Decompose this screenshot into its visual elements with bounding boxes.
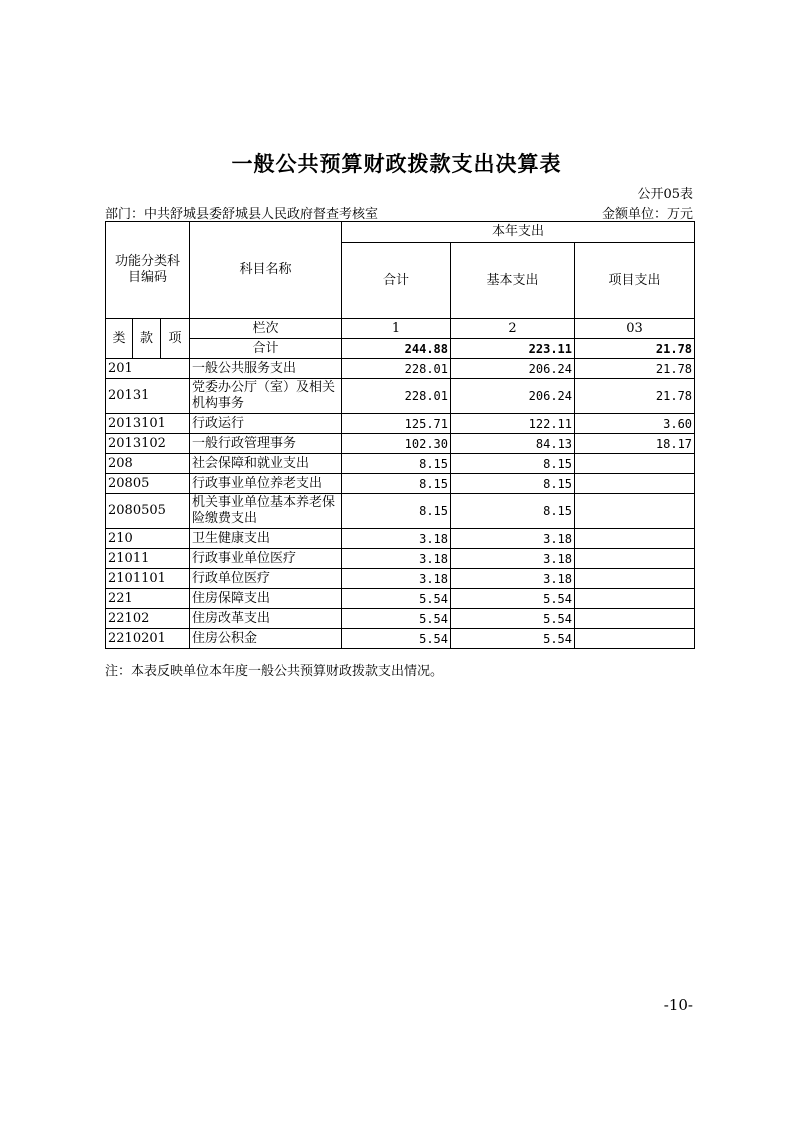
- row-subject-name: 住房改革支出: [190, 609, 342, 629]
- table-row: [106, 494, 695, 529]
- table-row: [106, 569, 695, 589]
- header-basic: 基本支出: [451, 243, 575, 319]
- row-basic: 3.18: [451, 549, 575, 569]
- row-total: 8.15: [342, 454, 451, 474]
- row-basic: 3.18: [451, 569, 575, 589]
- department-label: 部门：中共舒城县委舒城县人民政府督查考核室: [105, 207, 379, 222]
- row-total: 8.15: [342, 474, 451, 494]
- row-project: [575, 609, 695, 629]
- row-subject-name: 卫生健康支出: [190, 529, 342, 549]
- row-code: 221: [106, 589, 190, 609]
- row-total: 8.15: [342, 494, 451, 529]
- row-subject-name: 住房公积金: [190, 629, 342, 649]
- row-code: 210: [106, 529, 190, 549]
- row-subject-name: 一般行政管理事务: [190, 434, 342, 454]
- row-total: 3.18: [342, 549, 451, 569]
- row-project: [575, 549, 695, 569]
- table-row: [106, 414, 695, 434]
- header-project: 项目支出: [575, 243, 695, 319]
- table-row: [106, 589, 695, 609]
- form-number: 公开05表: [637, 187, 693, 202]
- row-code: 208: [106, 454, 190, 474]
- row-project: [575, 474, 695, 494]
- table-row: [106, 379, 695, 414]
- table-row: [106, 629, 695, 649]
- row-basic: 3.18: [451, 529, 575, 549]
- row-total: 102.30: [342, 434, 451, 454]
- total-row-total: 244.88: [342, 339, 451, 359]
- row-total: 228.01: [342, 379, 451, 414]
- row-code: 22102: [106, 609, 190, 629]
- header-total: 合计: [342, 243, 451, 319]
- row-subject-name: 行政单位医疗: [190, 569, 342, 589]
- row-project: [575, 629, 695, 649]
- table-row: [106, 474, 695, 494]
- row-code: 2013102: [106, 434, 190, 454]
- table-row: [106, 359, 695, 379]
- row-basic: 8.15: [451, 494, 575, 529]
- amount-unit-label: 金额单位：万元: [601, 207, 693, 222]
- row-total: 3.18: [342, 569, 451, 589]
- header-subject-name: 科目名称: [190, 222, 342, 319]
- header-col1: 1: [342, 319, 451, 339]
- row-total: 5.54: [342, 609, 451, 629]
- row-total: 3.18: [342, 529, 451, 549]
- row-code: 2080505: [106, 494, 190, 529]
- row-subject-name: 行政运行: [190, 414, 342, 434]
- row-code: 21011: [106, 549, 190, 569]
- page-number: -10-: [663, 996, 693, 1014]
- row-basic: 8.15: [451, 454, 575, 474]
- row-subject-name: 行政事业单位养老支出: [190, 474, 342, 494]
- row-project: 21.78: [575, 359, 695, 379]
- total-row-label: 合计: [190, 339, 342, 359]
- row-basic: 8.15: [451, 474, 575, 494]
- table-row: [106, 609, 695, 629]
- expenditure-table: [105, 221, 695, 649]
- row-project: 18.17: [575, 434, 695, 454]
- table-row: [106, 529, 695, 549]
- row-code: 2013101: [106, 414, 190, 434]
- header-column-order: 栏次: [190, 319, 342, 339]
- row-subject-name: 住房保障支出: [190, 589, 342, 609]
- row-project: 3.60: [575, 414, 695, 434]
- total-row-basic: 223.11: [451, 339, 575, 359]
- row-total: 125.71: [342, 414, 451, 434]
- header-current-year: 本年支出: [342, 222, 695, 243]
- header-xiang: 项: [161, 319, 190, 359]
- row-project: [575, 494, 695, 529]
- table-row: [106, 454, 695, 474]
- row-code: 20805: [106, 474, 190, 494]
- row-total: 5.54: [342, 629, 451, 649]
- header-func-code: 功能分类科目编码: [106, 222, 190, 319]
- row-code: 20131: [106, 379, 190, 414]
- total-row-project: 21.78: [575, 339, 695, 359]
- row-basic: 122.11: [451, 414, 575, 434]
- row-project: [575, 569, 695, 589]
- row-code: 2210201: [106, 629, 190, 649]
- row-basic: 5.54: [451, 609, 575, 629]
- row-project: [575, 589, 695, 609]
- row-code: 201: [106, 359, 190, 379]
- row-total: 228.01: [342, 359, 451, 379]
- row-code: 2101101: [106, 569, 190, 589]
- row-basic: 5.54: [451, 629, 575, 649]
- row-basic: 206.24: [451, 359, 575, 379]
- header-col2: 2: [451, 319, 575, 339]
- row-project: [575, 454, 695, 474]
- table-note: 注：本表反映单位本年度一般公共预算财政拨款支出情况。: [105, 664, 444, 679]
- table-row: [106, 434, 695, 454]
- table-row: [106, 549, 695, 569]
- header-col3: 03: [575, 319, 695, 339]
- header-kuan: 款: [133, 319, 161, 359]
- page-title: 一般公共预算财政拨款支出决算表: [231, 152, 562, 176]
- header-lei: 类: [106, 319, 133, 359]
- row-basic: 84.13: [451, 434, 575, 454]
- row-subject-name: 社会保障和就业支出: [190, 454, 342, 474]
- row-subject-name: 机关事业单位基本养老保险缴费支出: [190, 494, 342, 529]
- row-total: 5.54: [342, 589, 451, 609]
- row-project: [575, 529, 695, 549]
- row-basic: 206.24: [451, 379, 575, 414]
- row-subject-name: 一般公共服务支出: [190, 359, 342, 379]
- row-subject-name: 行政事业单位医疗: [190, 549, 342, 569]
- row-basic: 5.54: [451, 589, 575, 609]
- row-project: 21.78: [575, 379, 695, 414]
- row-subject-name: 党委办公厅（室）及相关机构事务: [190, 379, 342, 414]
